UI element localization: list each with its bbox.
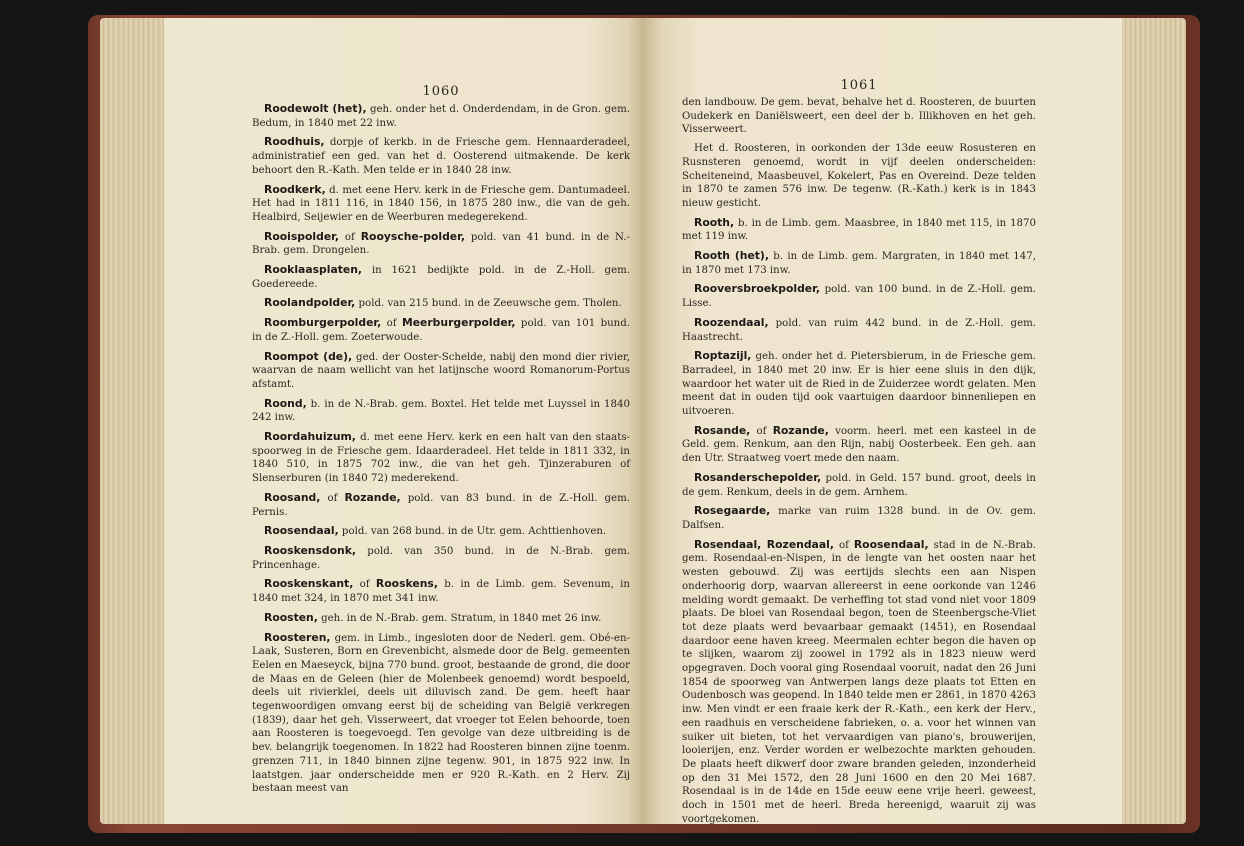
dictionary-entry <box>682 316 1036 344</box>
entry-text: pold. van 41 bund. in de N.-Brab. gem. Drongelen. <box>252 231 630 257</box>
page-number: 1060 <box>422 84 460 99</box>
entry-text: pold. van ruim 442 bund. in de Z.-Holl. gem. Haastrecht. <box>682 317 1036 343</box>
entry-text: pold. van 268 bund. in de Utr. gem. Achttienhoven. <box>338 526 607 538</box>
dictionary-entry <box>252 524 630 539</box>
entry-headword: Roodewolt (het), <box>264 102 367 115</box>
entry-text: b. in de N.-Brab. gem. Boxtel. Het telde met Luyssel in 1840 242 inw. <box>252 398 630 424</box>
entry-text: pold. van 100 bund. in de Z.-Holl. gem. Lisse. <box>682 284 1036 310</box>
entry-headword: Rozande, <box>344 490 401 504</box>
entry-text: voorm. heerl. met een kasteel in de Geld. gem. Renkum, aan den Rijn, nabij Oosterbeek. Een geh. aan den Utr. Straatweg voert mede den naam. <box>682 425 1036 465</box>
entry-headword: Meerburgerpolder, <box>401 316 516 330</box>
dictionary-entry <box>252 183 630 225</box>
entry-headword: Rooklaasplaten, <box>264 263 363 277</box>
entry-headword: Roozendaal, <box>694 315 769 329</box>
dictionary-entry <box>682 424 1036 466</box>
right-page <box>642 18 1122 824</box>
entry-text: den landbouw. De gem. bevat, behalve het d. Roosteren, de buurten Oudekerk en Daniëlsweert, een deel der b. Illikhoven en het geh. Visserweert. <box>682 97 1036 136</box>
entry-headword: Rooskens, <box>375 577 438 591</box>
entries <box>252 102 630 796</box>
entry-text: ged. der Ooster-Schelde, nabij den mond dier rivier, waarvan de naam wellicht van het latijnsche woord Romanorum-Portus afstamt. <box>252 351 630 390</box>
entry-headword: Roodhuis, <box>264 135 325 149</box>
dictionary-entry <box>252 316 630 344</box>
dictionary-entry <box>252 350 630 392</box>
entry-text: gem. in Limb., ingesloten door de Nederl. gem. Obé-en-Laak, Susteren, Born en Grevenbicht, alsmede door de Belg. gemeenten Eelen en Maeseyck, bijna 770 bund. groot, bestaande de grond, die door de Maas en de Geleen (hier de Molenbeek genoemd) wordt bespoeld, deels uit rivierklei, deels uit diluvisch zand. De gem. heeft haar tegenwoordigen omvang eerst bij de scheiding van België verkregen (1839), daar het geh. Visserweert, dat vroeger tot Eelen behoorde, toen aan Roosteren is toegevoegd. Ten gevolge van deze uitbreiding is de bev. belangrijk toegenomen. In 1822 had Roosteren binnen zijne toenm. grenzen 711, in 1840 binnen zijne tegenw. 901, in 1875 922 inw. In laatstgen. jaar onderscheidde men er 920 R.-Kath. en 2 Herv. Zij bestaan meest van <box>252 632 630 795</box>
entry-text: d. met eene Herv. kerk en een halt van den staats-spoorweg in de Friesche gem. Idaarderadeel. Het telde in 1811 332, in 1840 510, in 1875 702 inw., die van het geh. Tjinzeraburen of Slenserburen (in 1840 72) mederekend. <box>252 432 630 485</box>
entry-headword: Roptazijl, <box>694 349 752 363</box>
page-edges-left <box>100 18 164 824</box>
dictionary-entry <box>252 102 630 130</box>
entry-text: of <box>750 425 773 437</box>
dictionary-entry <box>682 216 1036 244</box>
entry-text: of <box>353 579 376 591</box>
entry-headword: Roordahuizum, <box>264 430 356 444</box>
dictionary-entry <box>682 504 1036 532</box>
entry-headword: Roosendaal, <box>853 537 929 551</box>
page-number: 1061 <box>840 78 878 93</box>
entries <box>682 96 1036 824</box>
entry-headword: Rooth, <box>694 215 735 229</box>
entry-headword: Rooispolder, <box>264 229 340 243</box>
entry-text: stad in de N.-Brab. gem. Rosendaal-en-Nispen, in de lengte van het oosten naar het westen gebouwd. Zij was eertijds slechts een aan Nispen onderhoorig dorp, waarvan allereerst in eene oorkonde van 1246 melding wordt gemaakt. De verheffing tot stad vond niet voor 1809 plaats. De bloei van Rosendaal begon, toen de Steenbergsche-Vliet tot deze plaats werd bevaarbaar gemaakt (1451), en Rosendaal daardoor eene haven kreeg. Meermalen echter begon die haven op te slijken, waarom zij zoowel in 1792 als in 1823 nieuw werd opgegraven. Doch vooral ging Rosendaal vooruit, nadat den 26 Juni 1854 de spoorweg van Antwerpen langs deze plaats tot Etten en Oudenbosch was geopend. In 1840 telde men er 2861, in 1870 4263 inw. Men vindt er een fraaie kerk der R.-Kath., een kerk der Herv., een raadhuis en verscheidene fabrieken, o. a. voor het winnen van suiker uit bieten, tot het vervaardigen van piano's, brouwerijen, looierijen, enz. Verder worden er welbezochte markten gehouden. De plaats heeft dikwerf door zware branden geleden, inzonderheid op den 31 Mei 1572, den 28 Juni 1600 en den 20 Mei 1687. Rosendaal is in de 14de en 15de eeuw eene vrije heerl. geweest, doch in 1501 met de heerl. Breda hereenigd, waaruit zij was voortgekomen. <box>682 539 1036 824</box>
entry-headword: Rosendaal, Rozendaal, <box>694 537 834 551</box>
entry-text: of <box>339 231 361 243</box>
entry-text: b. in de Limb. gem. Margraten, in 1840 met 147, in 1870 met 173 inw. <box>682 251 1036 276</box>
entry-text: pold. van 83 bund. in de Z.-Holl. gem. Pernis. <box>252 492 630 518</box>
entry-headword: Roompot (de), <box>264 349 353 363</box>
entry-headword: Roosendaal, <box>264 524 339 538</box>
entry-headword: Roosten, <box>264 610 318 624</box>
dictionary-entry <box>682 249 1036 277</box>
dictionary-entry <box>252 397 630 425</box>
entry-headword: Rooysche-polder, <box>360 229 465 243</box>
left-page <box>164 18 642 824</box>
dictionary-entry <box>682 349 1036 419</box>
entry-text: pold. van 101 bund. in de Z.-Holl. gem. Zoeterwoude. <box>252 318 630 343</box>
entry-text: of <box>381 318 402 330</box>
entry-headword: Rooth (het), <box>694 249 769 263</box>
dictionary-entry <box>682 96 1036 137</box>
dictionary-entry <box>252 544 630 572</box>
dictionary-entry <box>252 296 630 311</box>
entry-text: marke van ruim 1328 bund. in de Ov. gem. Dalfsen. <box>682 506 1036 531</box>
entry-text: b. in de Limb. gem. Maasbree, in 1840 met 115, in 1870 met 119 inw. <box>682 217 1036 243</box>
dictionary-entry <box>682 282 1036 310</box>
entry-headword: Rozande, <box>772 423 829 437</box>
entry-text: b. in de Limb. gem. Sevenum, in 1840 met 324, in 1870 met 341 inw. <box>252 579 630 605</box>
entry-headword: Roosteren, <box>264 630 331 644</box>
entry-text: pold. in Geld. 157 bund. groot, deels in de gem. Renkum, deels in de gem. Arnhem. <box>682 472 1036 498</box>
entry-headword: Roodkerk, <box>264 182 326 196</box>
entry-text: geh. onder het d. Onderdendam, in de Gron. gem. Bedum, in 1840 met 22 inw. <box>252 104 630 129</box>
entry-headword: Roolandpolder, <box>264 296 356 310</box>
entry-headword: Rosanderschepolder, <box>694 470 822 484</box>
entry-headword: Rooskensdonk, <box>264 543 357 557</box>
entry-headword: Rooversbroekpolder, <box>694 282 820 296</box>
entry-headword: Rosegaarde, <box>694 504 771 518</box>
entry-text: of <box>320 492 345 504</box>
entry-text: d. met eene Herv. kerk in de Friesche gem. Dantumadeel. Het had in 1811 116, in 1840 156, in 1875 280 inw., die van de geh. Healbird, Seijewier en de Weerburen medegerekend. <box>252 184 630 223</box>
entry-text: in 1621 bedijkte pold. in de Z.-Holl. gem. Goedereede. <box>252 265 630 290</box>
dictionary-entry <box>252 430 630 486</box>
dictionary-entry <box>252 577 630 605</box>
dictionary-entry <box>252 230 630 258</box>
entry-text: geh. onder het d. Pietersbierum, in de Friesche gem. Barradeel, in 1840 met 20 inw. Er is hier eene sluis in den dijk, waardoor het water uit de Ried in de Zuiderzee wordt gelaten. Men meent dat in ouden tijd ook vaartuigen daardoor binnenliepen en uitvoeren. <box>682 351 1036 418</box>
entry-headword: Roond, <box>264 396 307 410</box>
page-edges-right <box>1122 18 1186 824</box>
entry-text: dorpje of kerkb. in de Friesche gem. Hennaarderadeel, administratief een ged. van het d. Oosterend uitmakende. De kerk behoort den R.-Kath. Men telde er in 1840 28 inw. <box>252 137 630 176</box>
entry-text: geh. in de N.-Brab. gem. Stratum, in 1840 met 26 inw. <box>317 612 602 624</box>
dictionary-entry <box>252 611 630 626</box>
dictionary-entry <box>682 142 1036 211</box>
dictionary-entry <box>682 538 1036 824</box>
dictionary-entry <box>252 631 630 796</box>
entry-headword: Rooskenskant, <box>264 577 354 591</box>
entry-headword: Rosande, <box>694 423 751 437</box>
dictionary-entry <box>682 471 1036 499</box>
entry-headword: Roosand, <box>264 490 321 504</box>
entry-text: pold. van 350 bund. in de N.-Brab. gem. Princenhage. <box>252 545 630 571</box>
entry-text: of <box>833 539 854 551</box>
entry-text: Het d. Roosteren, in oorkonden der 13de eeuw Rosusteren en Rusnsteren genoemd, wordt in vijf deelen onderscheiden: Scheiteneind, Maasbeuvel, Kokelert, Pas en Overeind. Deze telden in 1870 te zamen 576 inw. De tegenw. (R.-Kath.) kerk is in 1843 nieuw gesticht. <box>682 143 1036 209</box>
dictionary-entry <box>252 263 630 291</box>
entry-text: pold. van 215 bund. in de Zeeuwsche gem. Tholen. <box>355 298 622 310</box>
entry-headword: Roomburgerpolder, <box>264 316 382 330</box>
dictionary-entry <box>252 135 630 177</box>
dictionary-entry <box>252 491 630 519</box>
